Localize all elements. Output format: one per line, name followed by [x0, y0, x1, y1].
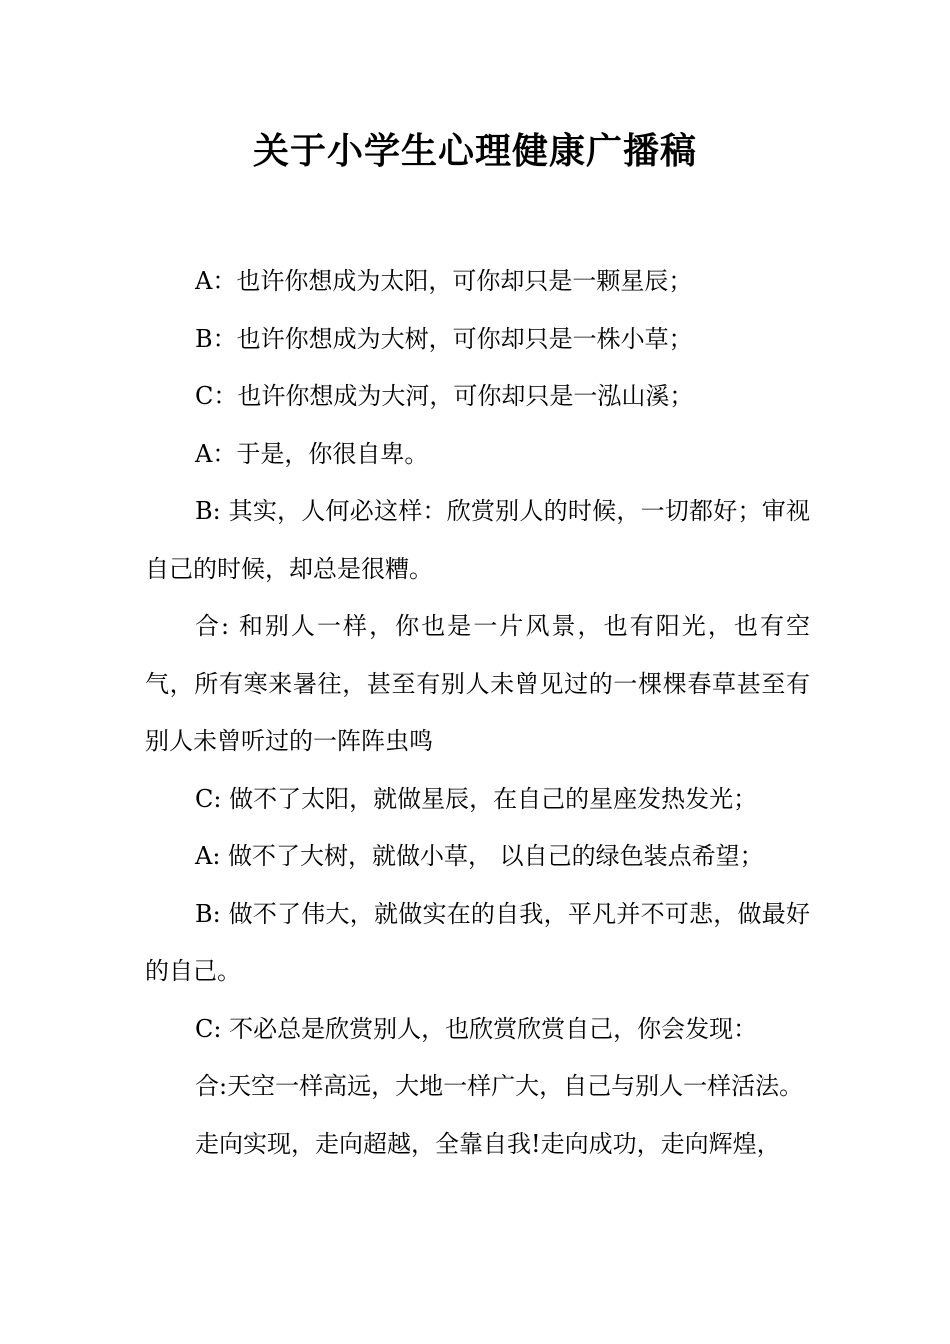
- document-body: [145, 253, 810, 1173]
- paragraph: 走向实现，走向超越，全靠自我!走向成功，走向辉煌，: [195, 1129, 781, 1158]
- paragraph: B: 其实，人何必这样：欣赏别人的时候，一切都好；审视自己的时候，却总是很糟。: [145, 497, 810, 583]
- paragraph: 合: 和别人一样，你也是一片风景，也有阳光，也有空气，所有寒来暑往，甚至有别人未曾见过的一棵棵春草甚至有别人未曾听过的一阵阵虫鸣: [145, 612, 810, 755]
- paragraph: B：也许你想成为大树，可你却只是一株小草；: [195, 324, 693, 353]
- paragraph: C: 不必总是欣赏别人，也欣赏欣赏自己，你会发现：: [195, 1014, 758, 1043]
- paragraph: C：也许你想成为大河，可你却只是一泓山溪；: [195, 382, 694, 410]
- paragraph: A：于是，你很自卑。: [195, 439, 429, 468]
- paragraph: B: 做不了伟大，就做实在的自我，平凡并不可悲，做最好的自己。: [145, 899, 810, 985]
- paragraph: A：也许你想成为太阳，可你却只是一颗星辰；: [195, 267, 693, 295]
- paragraph: 合:天空一样高远，大地一样广大，自己与别人一样活法。: [195, 1072, 804, 1100]
- paragraph: C: 做不了太阳，就做星辰，在自己的星座发热发光；: [195, 784, 758, 813]
- page-title: 关于小学生心理健康广播稿: [252, 131, 697, 172]
- paragraph: A: 做不了大树，就做小草， 以自己的绿色装点希望；: [195, 842, 764, 870]
